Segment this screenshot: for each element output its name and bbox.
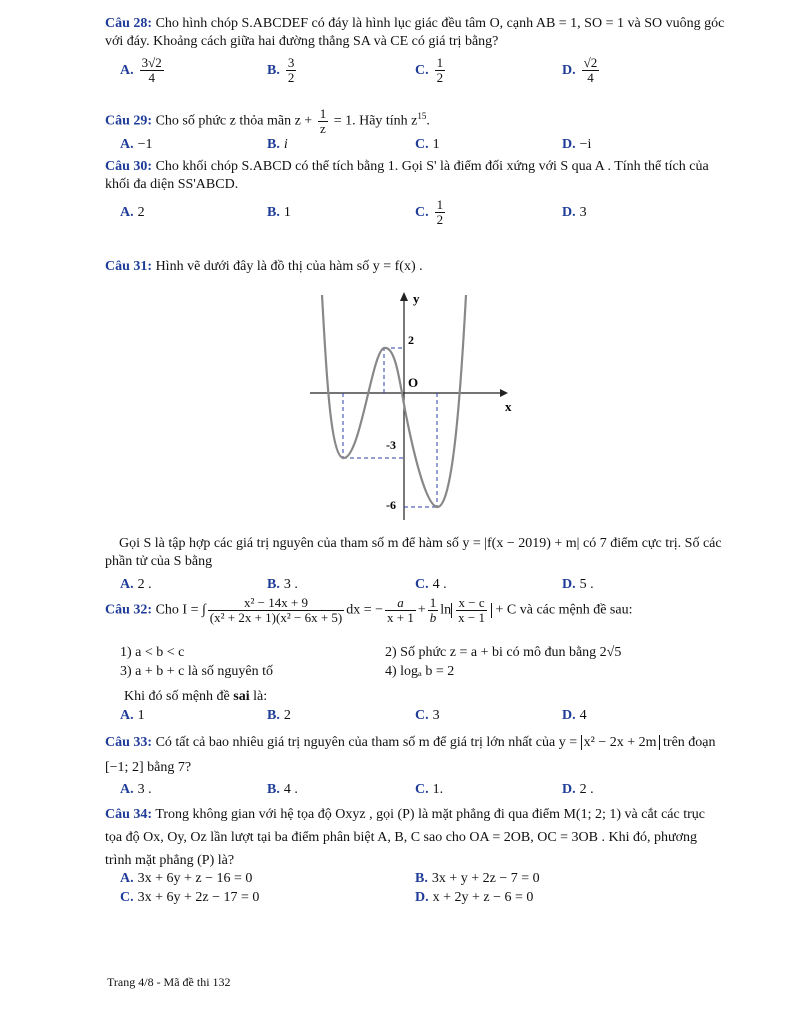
statement-4: 4) logₐ b = 2 — [385, 664, 455, 679]
emphasis-text: sai — [233, 689, 250, 704]
question-34 — [105, 803, 725, 872]
option-letter: A. — [120, 708, 134, 723]
statement-2: 2) Số phức z = a + bi có mô đun bằng 2√5 — [385, 645, 622, 660]
option-a — [120, 871, 252, 887]
option-d — [562, 577, 594, 593]
option-a — [120, 137, 153, 153]
question-text: Hình vẽ dưới đây là đồ thị của hàm số y = f(x) . — [155, 259, 423, 274]
option-b — [267, 577, 298, 593]
function-graph — [300, 285, 530, 525]
question-text: Gọi S là tập hợp các giá trị nguyên của tham số m để hàm số y = |f(x − 2019) + m| có 7 điểm cực trị. Số các phần tử của S bằng — [105, 536, 722, 569]
option-a — [120, 782, 152, 798]
question-label: Câu 31: — [105, 259, 153, 274]
question-text: Cho khối chóp S.ABCD có thể tích bằng 1. Gọi S' là điểm đối xứng với S qua A . Tính thể tích của khối đa diện SS'ABCD. — [105, 159, 709, 192]
fraction-denominator: z — [320, 121, 326, 136]
tick-label-low: -6 — [386, 498, 396, 512]
absolute-expression: x² − 2x + 2m — [581, 735, 660, 750]
option-a — [120, 577, 152, 593]
option-d — [562, 56, 601, 85]
option-c — [415, 198, 447, 227]
tick-label-top: 2 — [408, 333, 414, 347]
option-letter: A. — [120, 871, 134, 886]
option-numerator: 1 — [436, 55, 444, 70]
option-a — [120, 708, 145, 724]
option-letter: C. — [415, 577, 429, 592]
option-value: 1 — [137, 708, 145, 723]
option-letter: D. — [562, 577, 576, 592]
integrand-numerator: x² − 14x + 9 — [208, 596, 344, 611]
exponent: 15 — [417, 111, 427, 122]
option-letter: D. — [562, 708, 576, 723]
option-b — [267, 782, 298, 798]
option-denominator: 4 — [587, 70, 594, 85]
option-letter: D. — [562, 782, 576, 797]
option-c — [415, 56, 447, 85]
option-letter: C. — [120, 890, 134, 905]
option-value: 1 — [283, 205, 291, 220]
option-b — [415, 871, 540, 887]
option-c — [415, 137, 440, 153]
fraction-numerator: 1 — [319, 106, 327, 121]
fraction-numerator: a — [385, 596, 416, 611]
question-33 — [105, 730, 725, 780]
option-letter: B. — [267, 205, 280, 220]
option-denominator: 4 — [148, 70, 155, 85]
option-value: 2 — [283, 708, 291, 723]
question-text: + C và các mệnh đề sau: — [495, 602, 633, 618]
question-text: Trong không gian với hệ tọa độ Oxyz , gọi (P) là mặt phẳng đi qua điểm M(1; 2; 1) và cắt các trục tọa độ Ox, Oy, Oz lần lượt tại ba điểm phân biệt A, B, C sao cho OA = 2OB, OC = 3OB . Khi đó, phương trình mặt phẳng (P) là? — [105, 807, 705, 868]
question-text: = 1. Hãy tính z — [333, 113, 418, 129]
question-label: Câu 34: — [105, 807, 153, 822]
option-value: 2 . — [579, 782, 594, 797]
option-value: 3 . — [283, 577, 298, 592]
option-c — [415, 577, 447, 593]
option-b — [267, 708, 291, 724]
option-letter: A. — [120, 577, 134, 592]
question-text: là: — [249, 689, 268, 704]
question-29 — [105, 107, 725, 136]
question-31 — [105, 258, 725, 276]
statement-1: 1) a < b < c — [120, 645, 185, 660]
question-label: Câu 28: — [105, 16, 153, 31]
option-numerator: √2 — [583, 55, 598, 70]
option-d — [562, 205, 587, 221]
integrand-denominator: (x² + 2x + 1)(x² − 6x + 5) — [209, 610, 343, 625]
fraction-denominator: x + 1 — [387, 610, 414, 625]
option-c — [415, 782, 443, 798]
fraction-denominator: b — [429, 610, 437, 625]
option-a — [120, 56, 166, 85]
fraction-numerator: x − c — [456, 596, 487, 611]
question-label: Câu 29: — [105, 113, 153, 129]
option-letter: A. — [120, 137, 134, 152]
option-letter: A. — [120, 62, 134, 78]
option-letter: C. — [415, 62, 429, 78]
y-axis-arrow — [400, 292, 408, 301]
option-c — [120, 890, 259, 906]
option-a — [120, 205, 145, 221]
option-letter: B. — [415, 871, 428, 886]
option-letter: B. — [267, 137, 280, 152]
x-axis-label: x — [505, 399, 512, 414]
option-c — [415, 708, 440, 724]
option-value: 3 — [579, 205, 587, 220]
option-value: 4 . — [283, 782, 298, 797]
fraction-numerator: 1 — [429, 595, 437, 610]
question-28 — [105, 15, 725, 51]
question-text: dx = − — [346, 602, 384, 618]
option-value: x + 2y + z − 6 = 0 — [432, 890, 534, 905]
question-label: Câu 33: — [105, 735, 153, 750]
option-letter: B. — [267, 708, 280, 723]
origin-label: O — [408, 375, 419, 390]
question-label: Câu 30: — [105, 159, 153, 174]
option-value: 3x + y + 2z − 7 = 0 — [431, 871, 540, 886]
option-letter: A. — [120, 782, 134, 797]
question-32: Câu 32: Cho I = ∫ $\frac{\text{x² − 14x + 9}}{\text{(x² + 2x + 1)(x² − 6x + 5)}}$ dx = − $\frac{a}{x + 1}$ + $\frac{1}{b}$ ln $\frac{x - c}{x - 1}$ + C và các mệnh đề sau: — [105, 595, 633, 625]
tick-label-mid: -3 — [386, 438, 396, 452]
option-value: 3 — [432, 708, 440, 723]
option-b — [267, 137, 288, 153]
question-text: Cho I = ∫ — [155, 602, 206, 618]
x-axis-arrow — [500, 389, 508, 397]
option-letter: D. — [562, 205, 576, 220]
question-text: Cho hình chóp S.ABCDEF có đáy là hình lục giác đều tâm O, cạnh AB = 1, SO = 1 và SO vuông góc với đáy. Khoảng cách giữa hai đường thẳng SA và CE có giá trị bằng? — [105, 16, 725, 49]
option-b — [267, 205, 291, 221]
option-value: 5 . — [579, 577, 594, 592]
option-letter: C. — [415, 708, 429, 723]
option-value: 2 . — [137, 577, 152, 592]
page-footer: Trang 4/8 - Mã đề thi 132 — [107, 975, 231, 989]
question-30 — [105, 158, 725, 194]
ln-text: ln — [440, 602, 452, 618]
question-text: . — [426, 113, 430, 129]
option-letter: C. — [415, 204, 429, 220]
question-31-continuation — [105, 535, 725, 571]
option-value: 1 — [432, 137, 440, 152]
option-numerator: 3 — [287, 55, 295, 70]
option-letter: B. — [267, 782, 280, 797]
option-denominator: 2 — [436, 70, 444, 85]
option-letter: A. — [120, 205, 134, 220]
option-letter: D. — [415, 890, 429, 905]
fraction-denominator: x − 1 — [458, 610, 486, 625]
option-d — [562, 137, 591, 153]
option-denominator: 2 — [436, 212, 444, 227]
option-d — [562, 708, 587, 724]
option-numerator: 3√2 — [141, 55, 162, 70]
option-value: 3x + 6y + z − 16 = 0 — [137, 871, 253, 886]
option-value: 1. — [432, 782, 444, 797]
question-text: Có tất cả bao nhiêu giá trị nguyên của tham số m để giá trị lớn nhất của y = — [155, 735, 578, 750]
option-letter: D. — [562, 137, 576, 152]
statement-3: 3) a + b + c là số nguyên tố — [120, 664, 274, 679]
question-label: Câu 32: — [105, 602, 153, 618]
question-text: Khi đó số mệnh đề — [124, 689, 234, 704]
option-value: i — [283, 137, 288, 152]
option-letter: B. — [267, 577, 280, 592]
option-letter: C. — [415, 782, 429, 797]
option-numerator: 1 — [436, 197, 444, 212]
question-text: trên đoạn [−1; 2] bằng 7? — [105, 735, 716, 775]
question-32-ask — [124, 689, 267, 705]
option-d — [415, 890, 533, 906]
option-value: −i — [579, 137, 592, 152]
option-value: 4 — [579, 708, 587, 723]
option-value: 2 — [137, 205, 145, 220]
option-value: −1 — [137, 137, 153, 152]
option-b — [267, 56, 298, 85]
option-d — [562, 782, 594, 798]
y-axis-label: y — [413, 291, 420, 306]
option-value: 3 . — [137, 782, 152, 797]
question-text: Cho số phức z thỏa mãn z + — [155, 113, 313, 129]
curve — [322, 295, 466, 507]
option-denominator: 2 — [287, 70, 295, 85]
option-letter: C. — [415, 137, 429, 152]
option-value: 3x + 6y + 2z − 17 = 0 — [137, 890, 260, 905]
option-letter: D. — [562, 62, 576, 78]
option-value: 4 . — [432, 577, 447, 592]
option-letter: B. — [267, 62, 280, 78]
